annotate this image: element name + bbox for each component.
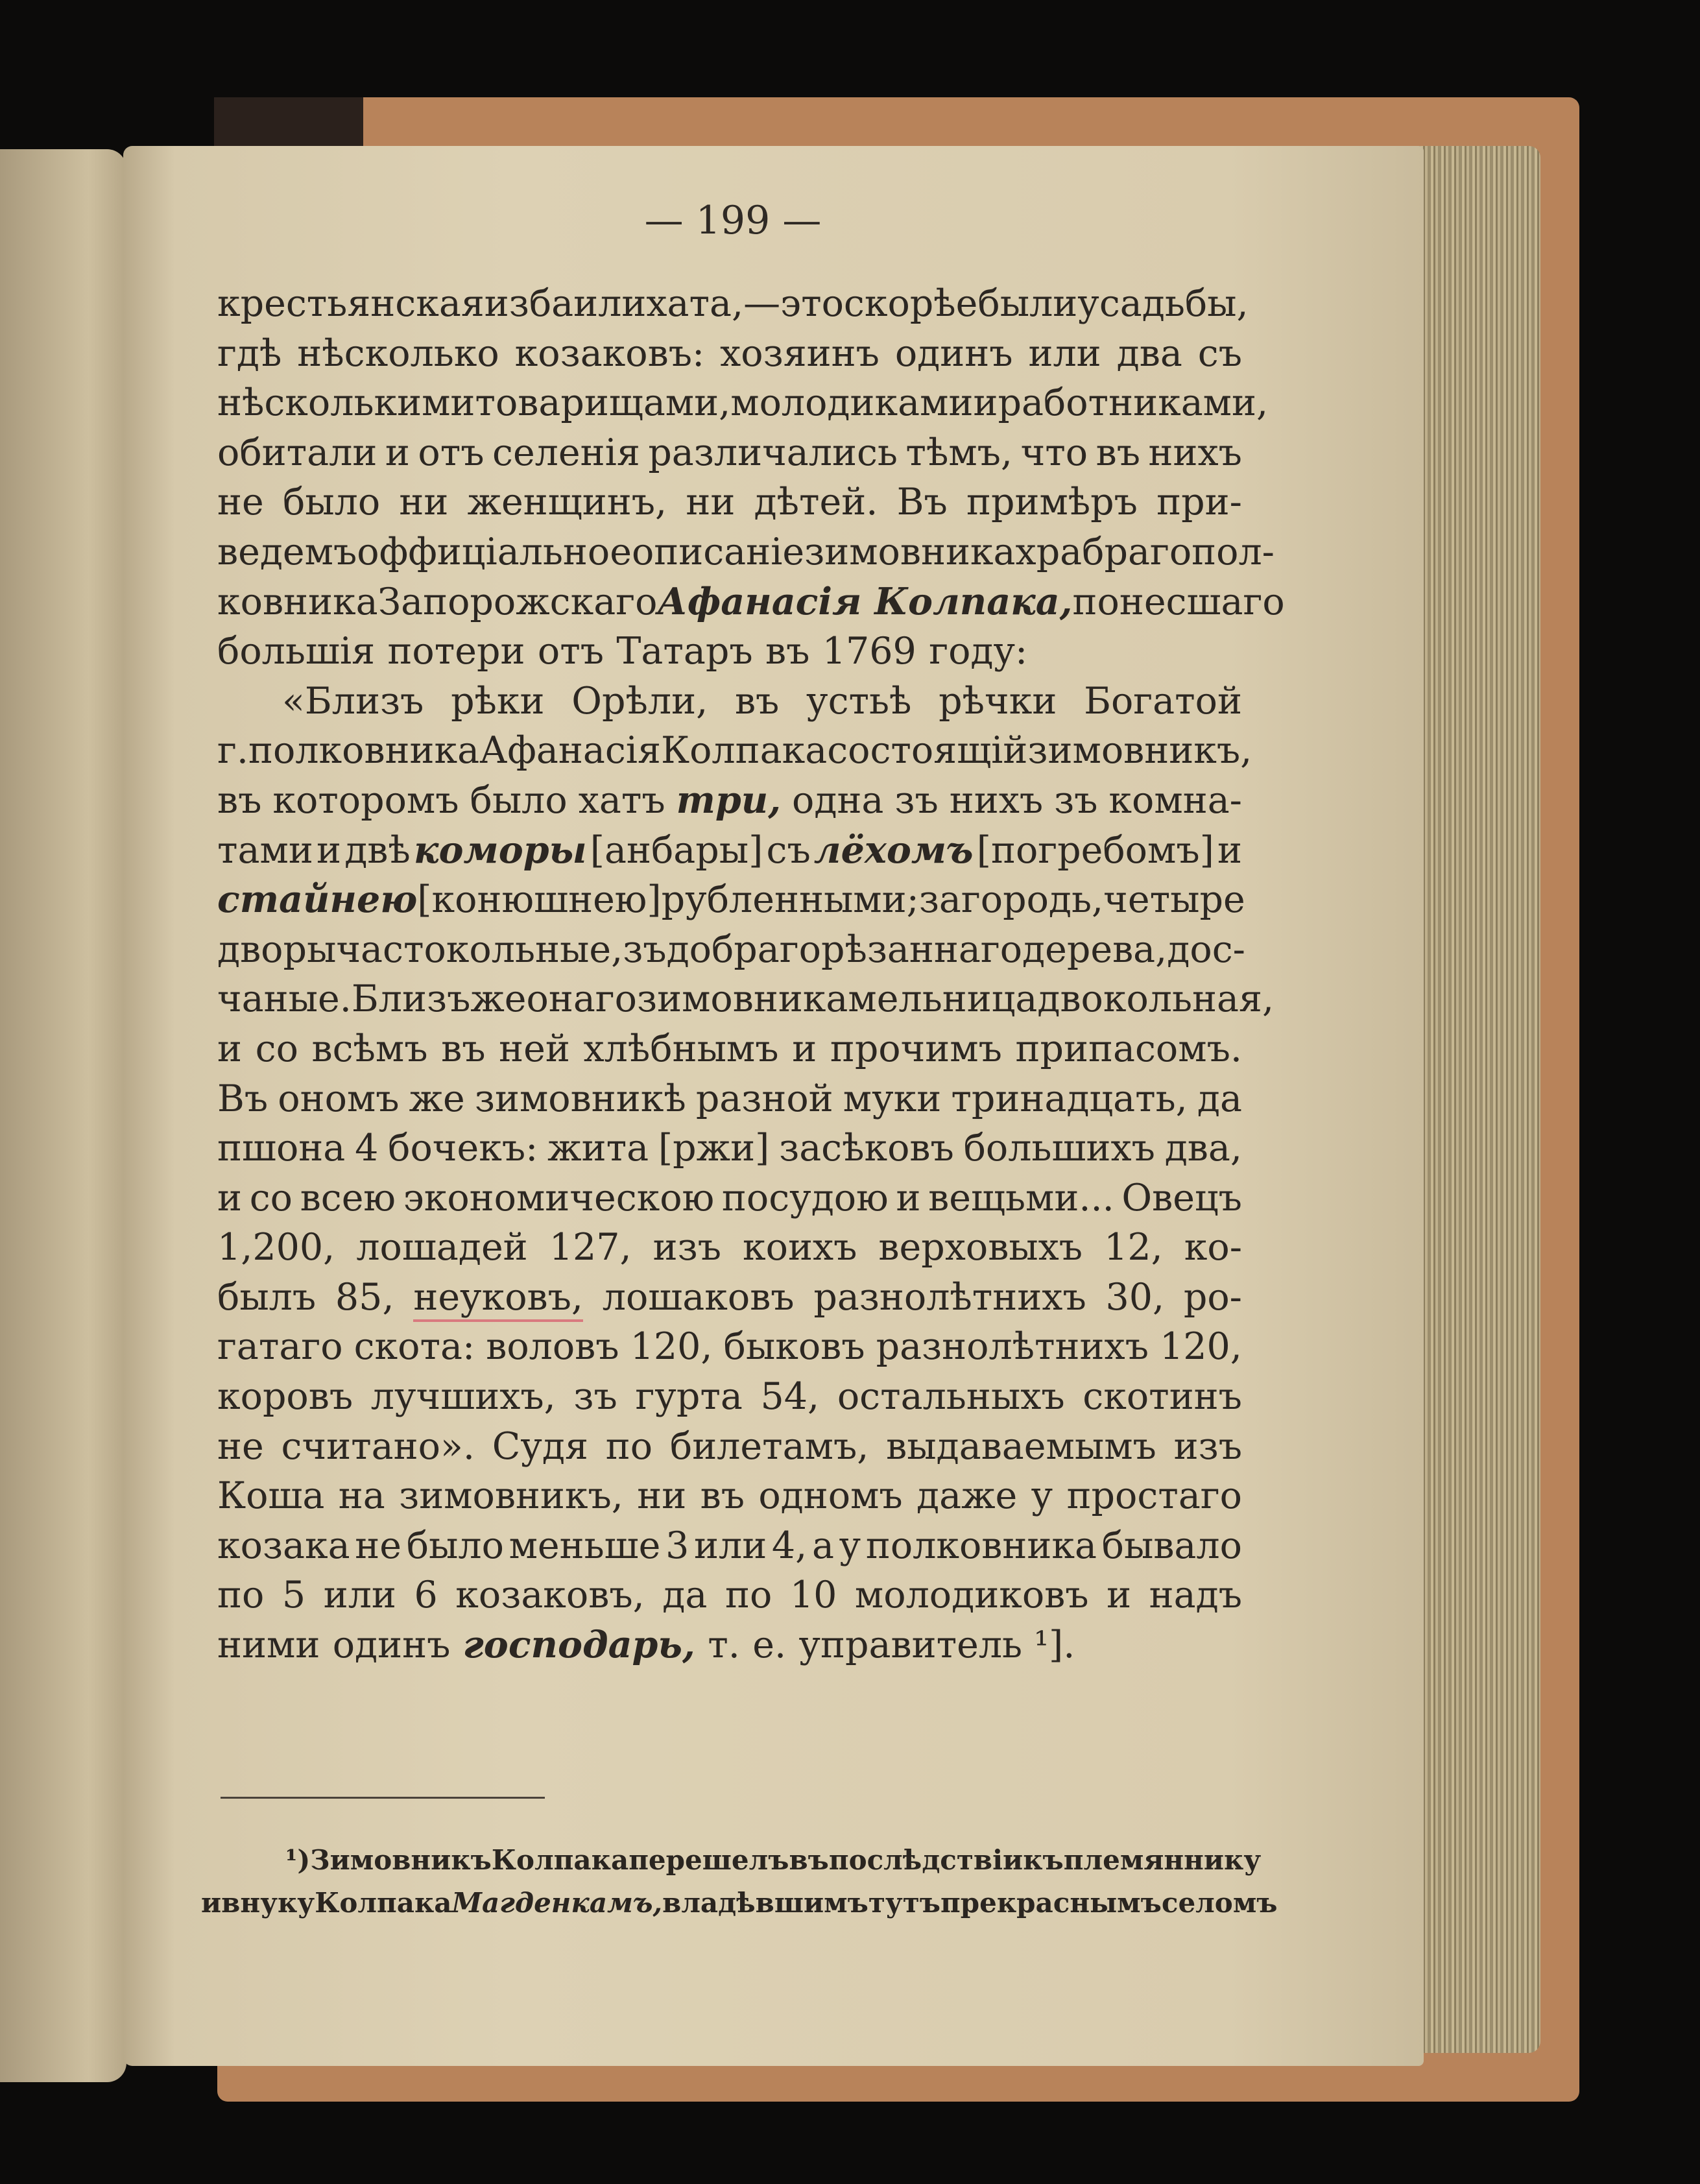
word: и <box>385 431 410 474</box>
word: билетамъ, <box>669 1424 869 1468</box>
word: дерева, <box>1022 928 1167 971</box>
text-line <box>217 1422 1242 1472</box>
footnote <box>201 1839 1278 1925</box>
word: Судя <box>492 1424 588 1468</box>
word: зъ <box>894 778 939 822</box>
word: одномъ <box>758 1474 903 1518</box>
word: внуку <box>221 1887 315 1919</box>
word: зъ <box>1054 778 1098 822</box>
text-line <box>217 1521 1242 1571</box>
word: экономическою <box>403 1176 715 1219</box>
word: управитель ¹]. <box>798 1624 1075 1667</box>
word: Въ <box>217 1077 269 1120</box>
word: двокольная, <box>1037 978 1275 1021</box>
word: бывало <box>1101 1524 1242 1567</box>
word: всею <box>300 1176 396 1219</box>
word: рубленными; <box>661 878 919 922</box>
word: Афанасія Колпака, <box>657 579 1073 623</box>
word: Магденкамъ, <box>451 1887 663 1919</box>
word: и <box>201 1887 222 1919</box>
word: обитали <box>217 431 377 474</box>
word: у <box>839 1524 861 1567</box>
text-line <box>217 1372 1242 1422</box>
word: 30, <box>1105 1275 1165 1319</box>
word: ро- <box>1183 1275 1242 1319</box>
word: на <box>338 1474 385 1518</box>
word: мельница <box>848 978 1038 1021</box>
word: женщинъ, <box>467 481 667 524</box>
word: былъ <box>217 1275 317 1319</box>
word: три, <box>676 778 782 822</box>
word: и <box>317 828 342 872</box>
word: большія <box>217 630 376 673</box>
word: по <box>605 1424 653 1468</box>
word: отъ <box>537 630 604 673</box>
word: зимовникѣ <box>474 1077 686 1120</box>
word: же <box>470 978 527 1021</box>
word: и <box>1107 1574 1132 1617</box>
word: воловъ <box>486 1325 619 1369</box>
word: считано». <box>281 1424 475 1468</box>
word: лошадей <box>356 1226 528 1269</box>
word: коровъ <box>217 1375 353 1419</box>
text-line <box>217 527 1275 577</box>
word: Въ <box>896 481 948 524</box>
word: или <box>1028 331 1101 375</box>
word: 12, <box>1104 1226 1163 1269</box>
word: изъ <box>1173 1424 1242 1468</box>
word: что <box>1020 431 1088 474</box>
word: онаго <box>526 978 637 1021</box>
word: храбраго <box>1015 530 1192 573</box>
text-line <box>217 477 1242 527</box>
word: селомъ <box>1161 1887 1278 1919</box>
word: были <box>977 282 1078 325</box>
word: Коша <box>217 1474 325 1518</box>
page-edges <box>1417 146 1540 2053</box>
word: 4 <box>355 1127 379 1170</box>
text-line <box>217 577 1285 627</box>
word: съ <box>1197 331 1242 375</box>
word: 1769 <box>822 630 916 673</box>
word: [анбары] <box>590 828 763 872</box>
word: крестьянская <box>217 282 485 325</box>
word: 120, <box>1160 1325 1242 1369</box>
text-line <box>217 677 1242 726</box>
word: въ <box>217 778 262 822</box>
word: козака <box>217 1524 350 1567</box>
word: бочекъ: <box>388 1127 538 1170</box>
text-line <box>217 1322 1242 1372</box>
left-page-edge <box>0 149 126 2082</box>
word: муки <box>843 1077 942 1120</box>
word: одинъ <box>332 1624 451 1667</box>
word: нихъ <box>1148 431 1242 474</box>
word: нихъ <box>949 778 1044 822</box>
word: выдаваемымъ <box>886 1424 1156 1468</box>
word: 4, <box>771 1524 808 1567</box>
word: владѣвшимъ <box>662 1887 868 1919</box>
word: было <box>470 778 568 822</box>
word: у <box>1031 1474 1053 1518</box>
word: лёхомъ <box>813 828 974 872</box>
word: гатаго <box>217 1325 343 1369</box>
word: ¹) <box>285 1844 311 1876</box>
word: скота: <box>353 1325 475 1369</box>
text-line <box>217 1024 1242 1074</box>
text-line <box>201 1839 1262 1882</box>
word: остальныхъ <box>837 1375 1065 1419</box>
text-line <box>217 329 1242 379</box>
word: примѣръ <box>966 481 1138 524</box>
word: въ <box>1095 431 1140 474</box>
word: зъ <box>623 928 667 971</box>
word: хатъ <box>578 778 665 822</box>
word: ни <box>637 1474 687 1518</box>
word: тринадцать, <box>951 1077 1188 1120</box>
word: скотинъ <box>1083 1375 1242 1419</box>
word: же <box>409 1077 465 1120</box>
word: ни <box>399 481 449 524</box>
text-line <box>217 1273 1242 1323</box>
word: 85, <box>335 1275 394 1319</box>
word: разной <box>695 1077 833 1120</box>
text-line <box>217 378 1269 428</box>
word: къ <box>1023 1844 1064 1876</box>
word: два, <box>1164 1127 1242 1170</box>
word: зимовникъ, <box>399 1474 623 1518</box>
word: большихъ <box>963 1127 1155 1170</box>
word: работниками, <box>998 381 1269 425</box>
text-line <box>217 1570 1242 1620</box>
word: году: <box>929 630 1028 673</box>
word: или <box>573 282 647 325</box>
word: изба <box>484 282 574 325</box>
word: [погребомъ] <box>976 828 1214 872</box>
word: описаніе <box>631 530 805 573</box>
word: племяннику <box>1063 1844 1262 1876</box>
word: 5 <box>281 1574 306 1617</box>
word: «Близъ <box>282 679 424 723</box>
word: коихъ <box>743 1226 857 1269</box>
word: оффиціальное <box>357 530 632 573</box>
word: одинъ <box>894 331 1013 375</box>
word: въ <box>734 679 780 723</box>
word: въ <box>700 1474 745 1518</box>
text-line <box>217 1173 1242 1223</box>
word: [конюшнею] <box>417 878 662 922</box>
word: съ <box>766 828 811 872</box>
text-line <box>217 627 1242 677</box>
word: рѣзаннаго <box>820 928 1023 971</box>
word: меньше <box>509 1524 661 1567</box>
word: Орѣли, <box>571 679 708 723</box>
word: зимовника <box>804 530 1016 573</box>
word: не <box>217 1424 264 1468</box>
word: тами <box>217 828 313 872</box>
word: ней <box>499 1027 570 1070</box>
text-line <box>217 925 1245 975</box>
word: было <box>282 481 381 524</box>
word: которомъ <box>272 778 459 822</box>
word: потери <box>387 630 525 673</box>
body-text <box>217 279 1285 1670</box>
word: лошаковъ <box>602 1275 795 1319</box>
word: гдѣ <box>217 331 282 375</box>
word: припасомъ. <box>1015 1027 1242 1070</box>
word: или <box>323 1574 396 1617</box>
word: скорѣе <box>843 282 978 325</box>
word: чаные. <box>217 978 352 1021</box>
word: нѣсколько <box>297 331 499 375</box>
word: и <box>217 1027 242 1070</box>
word: въ <box>789 1844 829 1876</box>
word: всѣмъ <box>311 1027 428 1070</box>
word: въ <box>765 630 810 673</box>
text-line <box>217 1223 1242 1273</box>
word: посудою <box>721 1176 889 1219</box>
word: да <box>1197 1077 1242 1120</box>
word: господарь, <box>462 1623 695 1667</box>
word: по <box>724 1574 772 1617</box>
text-line <box>217 826 1242 876</box>
word: 54, <box>760 1375 820 1419</box>
word: одна <box>792 778 884 822</box>
word: перешелъ <box>629 1844 789 1876</box>
word: 10 <box>789 1574 837 1617</box>
word: отъ <box>418 431 485 474</box>
word: изъ <box>652 1226 722 1269</box>
word: со <box>255 1027 298 1070</box>
word: состоящій <box>827 729 1028 773</box>
word: а <box>811 1524 834 1567</box>
text-line <box>217 1471 1242 1521</box>
word: тѣмъ, <box>905 431 1013 474</box>
word: полковника <box>248 729 480 773</box>
word: Афанасія <box>479 729 661 773</box>
word: 120, <box>630 1325 713 1369</box>
text-line <box>217 279 1249 329</box>
word: зъ <box>573 1375 617 1419</box>
word: при- <box>1156 481 1242 524</box>
word: четыре <box>1103 878 1245 922</box>
word: зимовника <box>637 978 848 1021</box>
word: дос- <box>1167 928 1245 971</box>
word: рѣки <box>451 679 545 723</box>
word: гурта <box>635 1375 743 1419</box>
word: даже <box>916 1474 1018 1518</box>
word: козаковъ: <box>514 331 705 375</box>
word: прекраснымъ <box>940 1887 1162 1919</box>
word: со <box>249 1176 293 1219</box>
word: хозяинъ <box>720 331 880 375</box>
word: частокольные, <box>336 928 623 971</box>
word: молодиковъ <box>854 1574 1089 1617</box>
word: 6 <box>414 1574 438 1617</box>
word: Зимовникъ <box>310 1844 492 1876</box>
text-line <box>217 428 1242 478</box>
word: нѣсколькими <box>217 381 475 425</box>
word: загородь, <box>918 878 1104 922</box>
word: коморы <box>413 828 587 872</box>
word: быковъ <box>723 1325 865 1369</box>
word: простаго <box>1066 1474 1242 1518</box>
word: товарищами, <box>475 381 731 425</box>
word: рѣчки <box>939 679 1057 723</box>
word: пшона <box>217 1127 346 1170</box>
word: двѣ <box>344 828 411 872</box>
word: Овецъ <box>1121 1176 1242 1219</box>
word: [ржи] <box>658 1127 770 1170</box>
word: дѣтей. <box>754 481 878 524</box>
word: пол- <box>1191 530 1275 573</box>
word: дворы <box>217 928 337 971</box>
word: 127, <box>549 1226 632 1269</box>
word: по <box>217 1574 265 1617</box>
word: было <box>406 1524 504 1567</box>
word: хлѣбнымъ <box>583 1027 779 1070</box>
word: Колпака <box>315 1887 452 1919</box>
word: или <box>694 1524 767 1567</box>
word: не <box>355 1524 402 1567</box>
word: и <box>1217 828 1242 872</box>
word: ковника <box>217 580 378 623</box>
word: ними <box>217 1624 320 1667</box>
text-line <box>201 1882 1278 1925</box>
word: ни <box>686 481 736 524</box>
word: т. <box>708 1624 740 1667</box>
word: прочимъ <box>830 1027 1002 1070</box>
text-line <box>217 776 1242 826</box>
word: надъ <box>1149 1574 1242 1617</box>
word: ономъ <box>278 1077 400 1120</box>
word: разнолѣтнихъ <box>876 1325 1149 1369</box>
text-line <box>217 726 1252 776</box>
word: вещьми... <box>928 1176 1114 1219</box>
footnote-divider <box>221 1797 545 1799</box>
word: комна- <box>1108 778 1242 822</box>
word: и <box>217 1176 242 1219</box>
word: усадьбы, <box>1077 282 1249 325</box>
word: устьѣ <box>806 679 912 723</box>
word: Колпака <box>660 729 828 773</box>
word: жита <box>547 1127 649 1170</box>
word: понесшаго <box>1072 580 1285 623</box>
word: въ <box>441 1027 486 1070</box>
word: и <box>973 381 998 425</box>
text-line <box>217 1074 1242 1124</box>
word: разнолѣтнихъ <box>813 1275 1086 1319</box>
word: хата,—это <box>646 282 844 325</box>
word: Запорожскаго <box>377 580 658 623</box>
word: молодиками <box>730 381 974 425</box>
word: полковника <box>865 1524 1097 1567</box>
word: и <box>896 1176 921 1219</box>
word: ко- <box>1184 1226 1242 1269</box>
word: различались <box>648 431 898 474</box>
text-line <box>217 875 1245 925</box>
word: козаковъ, <box>455 1574 645 1617</box>
page-number: — 199 — <box>644 198 822 243</box>
word: и <box>792 1027 817 1070</box>
word: Богатой <box>1084 679 1242 723</box>
word: Татаръ <box>616 630 753 673</box>
word: неуковъ, <box>413 1273 583 1323</box>
word: два <box>1116 331 1182 375</box>
word: зимовникъ, <box>1027 729 1252 773</box>
text-line <box>217 974 1275 1024</box>
word: Близъ <box>351 978 471 1021</box>
word: верховыхъ <box>878 1226 1083 1269</box>
word: г. <box>217 729 248 773</box>
word: засѣковъ <box>779 1127 954 1170</box>
word: да <box>662 1574 708 1617</box>
word: послѣдствіи <box>828 1844 1024 1876</box>
word: селенія <box>492 431 640 474</box>
word: 1,200, <box>217 1226 335 1269</box>
word: стайнею <box>217 878 418 922</box>
word: лучшихъ, <box>370 1375 556 1419</box>
word: не <box>217 481 264 524</box>
word: 3 <box>665 1524 689 1567</box>
word: е. <box>752 1624 787 1667</box>
word: добраго <box>666 928 821 971</box>
word: тутъ <box>868 1887 941 1919</box>
word: Колпака <box>491 1844 629 1876</box>
word: ведемъ <box>217 530 357 573</box>
text-line <box>217 1620 1242 1670</box>
text-line <box>217 1123 1242 1173</box>
